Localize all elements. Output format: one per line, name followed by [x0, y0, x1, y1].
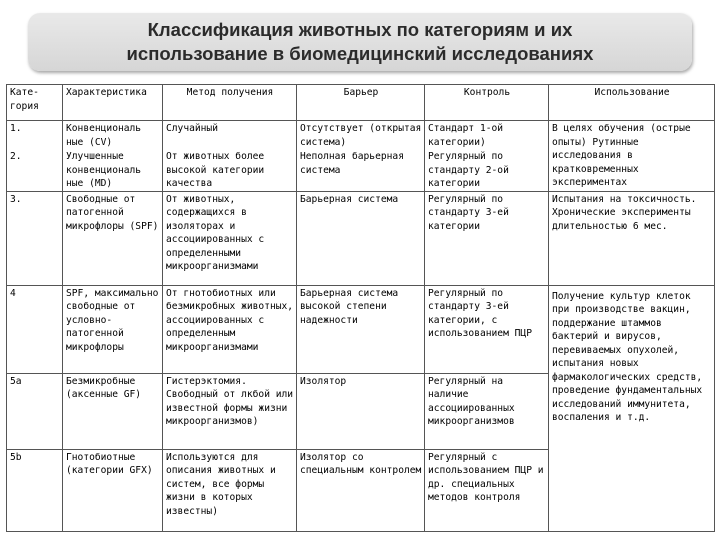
cell-characteristic: SPF, максимально свободные от условно-патогенной микрофлоры — [63, 285, 163, 373]
header-barrier: Барьер — [297, 85, 425, 121]
cell-category: 4 — [7, 285, 63, 373]
header-row — [7, 85, 715, 121]
cell-category: 5a — [7, 373, 63, 449]
cell-method: Случайный — [163, 121, 297, 150]
table-row — [7, 191, 715, 285]
cell-control: Регулярный по стандарту 3-ей категории, с использованием ПЦР — [425, 285, 549, 373]
title-line-2: использование в биомедицинский исследованиях — [126, 43, 594, 64]
cell-category: 2. — [7, 149, 63, 191]
title-banner — [28, 13, 692, 71]
cell-characteristic: Улучшенные конвенциональ ные (MD) — [63, 149, 163, 191]
cell-control: Стандарт 1-ой категории) — [425, 121, 549, 150]
cell-usage: Получение культур клеток при производстве вакцин, поддержание штаммов бактерий и вирусов, перевиваемых опухолей, испытания новых фармакологических средств, проведение фундаментальных исследований иммунитета, воспаления и т.д. — [549, 285, 715, 531]
classification-table — [6, 84, 715, 532]
cell-barrier: Неполная барьерная система — [297, 149, 425, 191]
cell-method: От животных более высокой категории качества — [163, 149, 297, 191]
table-row — [7, 285, 715, 373]
cell-category: 1. — [7, 121, 63, 150]
cell-barrier: Изолятор со специальным контролем — [297, 449, 425, 531]
cell-barrier: Изолятор — [297, 373, 425, 449]
header-method: Метод получения — [163, 85, 297, 121]
cell-method: Гистерэктомия. Свободный от лкбой или известной формы жизни микроорганизмов) — [163, 373, 297, 449]
cell-category: 5b — [7, 449, 63, 531]
cell-control: Регулярный с использованием ПЦР и др. специальных методов контроля — [425, 449, 549, 531]
header-category: Кате-гория — [7, 85, 63, 121]
page-title — [127, 18, 594, 66]
cell-control: Регулярный на наличие ассоциированных микроорганизмов — [425, 373, 549, 449]
cell-method: Используются для описания животных и систем, все формы жизни в которых известны) — [163, 449, 297, 531]
cell-method: От животных, содержащихся в изоляторах и ассоциированных с определенными микроорганизмами — [163, 191, 297, 285]
cell-control: Регулярный по стандарту 2-ой категории — [425, 149, 549, 191]
header-usage: Использование — [549, 85, 715, 121]
header-characteristic: Характеристика — [63, 85, 163, 121]
cell-control: Регулярный по стандарту 3-ей категории — [425, 191, 549, 285]
cell-characteristic: Свободные от патогенной микрофлоры (SPF) — [63, 191, 163, 285]
cell-barrier: Барьерная система высокой степени надежности — [297, 285, 425, 373]
cell-characteristic: Безмикробные (аксенные GF) — [63, 373, 163, 449]
cell-method: От гнотобиотных или безмикробных животных, ассоциированных с определенным микроорганизмами — [163, 285, 297, 373]
cell-barrier: Отсутствует (открытая система) — [297, 121, 425, 150]
cell-barrier: Барьерная система — [297, 191, 425, 285]
cell-usage: В целях обучения (острые опыты) Рутинные исследования в кратковременных экспериментах — [549, 121, 715, 192]
cell-usage: Испытания на токсичность. Хронические эксперименты длительностью 6 мес. — [549, 191, 715, 285]
cell-category: 3. — [7, 191, 63, 285]
table-row — [7, 121, 715, 150]
cell-characteristic: Гнотобиотные (категории GFX) — [63, 449, 163, 531]
cell-characteristic: Конвенциональ ные (CV) — [63, 121, 163, 150]
header-control: Контроль — [425, 85, 549, 121]
title-line-1: Классификация животных по категориям и их — [147, 19, 573, 40]
